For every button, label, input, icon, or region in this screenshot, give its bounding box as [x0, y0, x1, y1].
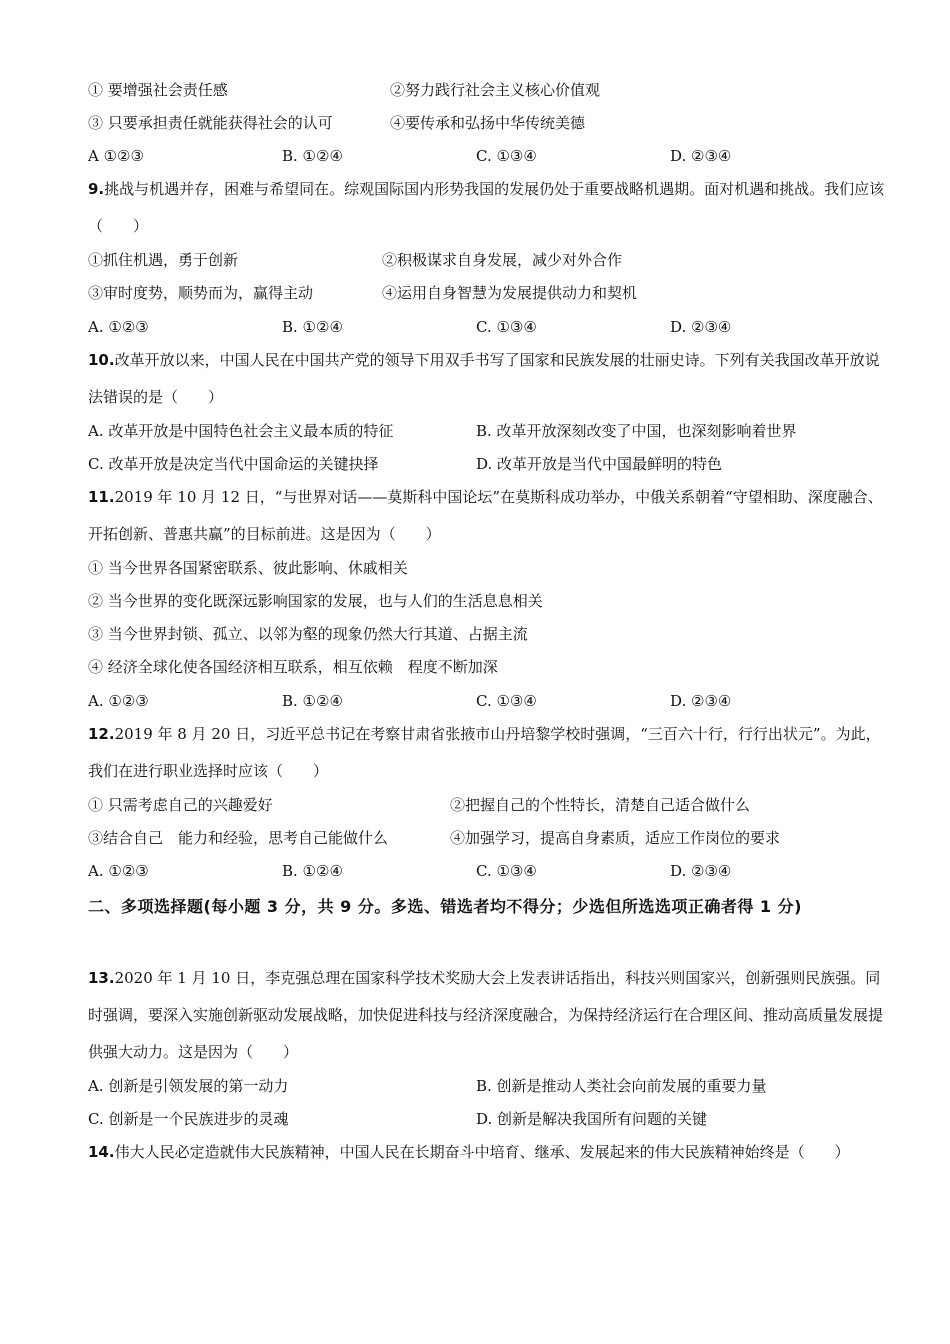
q12-stem	[88, 716, 890, 790]
q11-option-4: ④ 经济全球化使各国经济相互联系，相互依赖 程度不断加深	[88, 658, 498, 676]
q10-text: 改革开放以来，中国人民在中国共产党的领导下用双手书写了国家和民族发展的壮丽史诗。下列有关我国改革开放说法错误的是（ ）	[88, 351, 880, 406]
q13-choices-row-1	[88, 1075, 890, 1097]
q12-choice-b: B. ①②④	[282, 862, 343, 880]
q8-choices	[88, 145, 890, 167]
q8-option-3: ③ 只要承担责任就能获得社会的认可	[88, 114, 333, 132]
q10-choice-c: C. 改革开放是决定当代中国命运的关键抉择	[88, 455, 379, 473]
q10-choice-d: D. 改革开放是当代中国最鲜明的特色	[476, 455, 723, 473]
q11-choices	[88, 690, 890, 712]
q14-text: 伟大人民必定造就伟大民族精神，中国人民在长期奋斗中培育、继承、发展起来的伟大民族精神始终是（ ）	[114, 1143, 850, 1161]
q8-choice-a: A ①②③	[88, 147, 144, 165]
q12-option-2: ②把握自己的个性特长，清楚自己适合做什么	[450, 796, 751, 814]
q9-option-1: ①抓住机遇，勇于创新	[88, 251, 239, 269]
q11-choice-a: A. ①②③	[88, 692, 149, 710]
q13-choice-c: C. 创新是一个民族进步的灵魂	[88, 1110, 289, 1128]
q11-option-2: ② 当今世界的变化既深远影响国家的发展，也与人们的生活息息相关	[88, 592, 543, 610]
q10-number: 10.	[88, 351, 115, 369]
q13-choice-d: D. 创新是解决我国所有问题的关键	[476, 1110, 708, 1128]
q9-choice-b: B. ①②④	[282, 318, 343, 336]
q12-choice-a: A. ①②③	[88, 862, 149, 880]
q12-option-1: ① 只需考虑自己的兴趣爱好	[88, 796, 273, 814]
q12-choice-d: D. ②③④	[670, 862, 732, 880]
q9-options-row-2	[88, 282, 890, 304]
q10-choice-a: A. 改革开放是中国特色社会主义最本质的特征	[88, 422, 394, 440]
q10-choice-b: B. 改革开放深刻改变了中国，也深刻影响着世界	[476, 422, 797, 440]
q10-choices-row-1	[88, 420, 890, 442]
q8-options-row-2	[88, 112, 890, 134]
q13-choices-row-2	[88, 1108, 890, 1130]
q11-choice-b: B. ①②④	[282, 692, 343, 710]
q9-stem	[88, 171, 890, 245]
q9-option-2: ②积极谋求自身发展，减少对外合作	[382, 251, 623, 269]
q9-number: 9.	[88, 180, 105, 198]
q13-text: 2020 年 1 月 10 日，李克强总理在国家科学技术奖励大会上发表讲话指出，科技兴则国家兴，创新强则民族强。同时强调，要深入实施创新驱动发展战略，加快促进科技与经济深度融合，为保持经济运行在合理区间、推动高质量发展提供强大动力。这是因为（ ）	[88, 969, 884, 1061]
q8-option-2: ②努力践行社会主义核心价值观	[390, 81, 601, 99]
q9-option-3: ③审时度势，顺势而为，赢得主动	[88, 284, 314, 302]
q12-options-row-2	[88, 827, 890, 849]
q9-choice-d: D. ②③④	[670, 318, 732, 336]
q11-text: 2019 年 10 月 12 日，“与世界对话——莫斯科中国论坛”在莫斯科成功举办，中俄关系朝着“守望相助、深度融合、开拓创新、普惠共赢”的目标前进。这是因为（ ）	[88, 488, 883, 543]
q14-number: 14.	[88, 1143, 115, 1161]
q9-choice-c: C. ①③④	[476, 318, 537, 336]
q13-number: 13.	[88, 969, 115, 987]
q10-stem	[88, 342, 890, 416]
q11-choice-d: D. ②③④	[670, 692, 732, 710]
q9-choices	[88, 316, 890, 338]
q8-options-row-1	[88, 79, 890, 101]
q11-stem	[88, 479, 890, 553]
q12-choice-c: C. ①③④	[476, 862, 537, 880]
q8-choice-c: C. ①③④	[476, 147, 537, 165]
q12-option-4: ④加强学习，提高自身素质，适应工作岗位的要求	[450, 829, 781, 847]
q11-option-3: ③ 当今世界封锁、孤立、以邻为壑的现象仍然大行其道、占据主流	[88, 625, 528, 643]
q9-choice-a: A. ①②③	[88, 318, 149, 336]
q8-choice-b: B. ①②④	[282, 147, 343, 165]
q14-stem	[88, 1134, 890, 1171]
q12-option-3: ③结合自己 能力和经验，思考自己能做什么	[88, 829, 389, 847]
q10-choices-row-2	[88, 453, 890, 475]
q12-choices	[88, 860, 890, 882]
q12-options-row-1	[88, 794, 890, 816]
q11-choice-c: C. ①③④	[476, 692, 537, 710]
q9-options-row-1	[88, 249, 890, 271]
q9-text: 挑战与机遇并存，困难与希望同在。综观国际国内形势我国的发展仍处于重要战略机遇期。面对机遇和挑战。我们应该（ ）	[88, 180, 885, 235]
q8-option-1: ① 要增强社会责任感	[88, 81, 228, 99]
q13-choice-b: B. 创新是推动人类社会向前发展的重要力量	[476, 1077, 767, 1095]
q8-option-4: ④要传承和弘扬中华传统美德	[390, 114, 586, 132]
section-2-heading: 二、多项选择题(每小题 3 分，共 9 分。多选、错选者均不得分；少选但所选选项正确者得 1 分)	[88, 897, 802, 916]
q12-number: 12.	[88, 725, 115, 743]
q13-choice-a: A. 创新是引领发展的第一动力	[88, 1077, 289, 1095]
q11-number: 11.	[88, 488, 115, 506]
q9-option-4: ④运用自身智慧为发展提供动力和契机	[382, 284, 638, 302]
q11-option-1: ① 当今世界各国紧密联系、彼此影响、休戚相关	[88, 559, 408, 577]
q12-text: 2019 年 8 月 20 日，习近平总书记在考察甘肃省张掖市山丹培黎学校时强调，“三百六十行，行行出状元”。为此，我们在进行职业选择时应该（ ）	[88, 725, 881, 780]
q13-stem	[88, 960, 890, 1071]
q8-choice-d: D. ②③④	[670, 147, 732, 165]
